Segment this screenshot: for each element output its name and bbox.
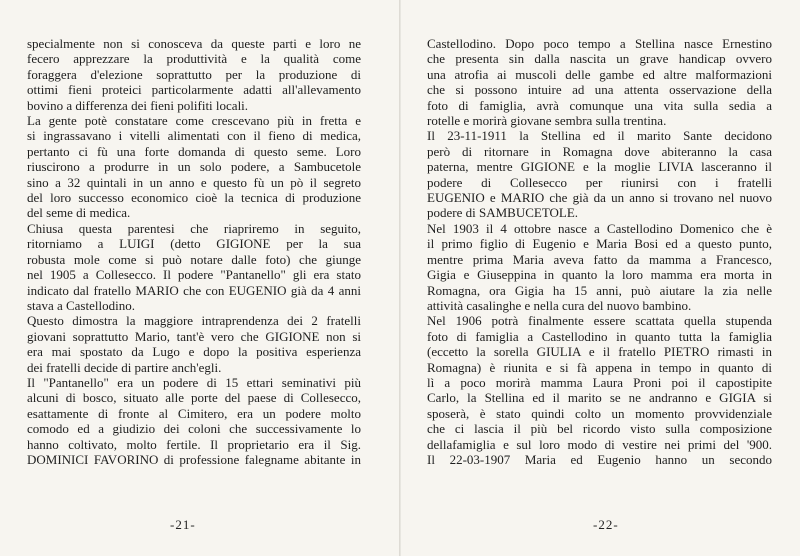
text-line: rotelle e morirà giovane sembra sulla trentina.	[427, 113, 667, 129]
text-line: EUGENIO e MARIO che già da un anno si trovano nel nuovo	[427, 190, 772, 206]
text-line: podere di Collesecco per riunirsi con i fratelli	[427, 174, 772, 190]
text-line: esattamente di fronte al Cimitero, era un podere molto	[27, 405, 361, 421]
text-line: Il 23-11-1911 la Stellina ed il marito Sante decidono	[427, 128, 772, 144]
right-page-number: -22-	[593, 517, 619, 532]
text-line: foto di famiglia, avrà comunque una vita sulla sedia a	[427, 97, 772, 113]
text-line: mentre prima Maria aveva fatto da mamma a Francesco,	[427, 251, 772, 267]
text-line: ottimi fieni proteici particolarmente adatti all'allevamento	[27, 82, 361, 98]
text-line: Gigia e Giuseppina in quanto la loro mamma era morta in	[427, 267, 772, 283]
text-line: ritorniamo a LUIGI (detto GIGIONE per la sua	[27, 236, 361, 252]
text-line: del loro successo economico cioè la tecnica di produzione	[27, 190, 361, 206]
text-line: pertanto ci fù una forte domanda di questo seme. Loro	[27, 143, 361, 159]
text-line: Nel 1903 il 4 ottobre nasce a Castellodino Domenico che è	[427, 220, 772, 236]
text-line: dei fratelli decide di partire anch'egli.	[27, 359, 222, 375]
text-line: lì a poco morirà mamma Laura Proni poi il capostipite	[427, 374, 772, 390]
text-line: comodo ed a giudizio dei coloni che successivamente lo	[27, 421, 361, 437]
text-line: foto di famiglia a Castellodino in quanto tutta la famiglia	[427, 328, 772, 344]
text-line: riuscirono a produrre in un solo podere, a Sambucetole	[27, 159, 361, 175]
text-line: del seme di medica.	[27, 205, 131, 221]
text-line: attività casalinghe e nella cura del nuovo bambino.	[427, 297, 692, 313]
text-line: specialmente non si conosceva da queste parti e loro ne	[27, 36, 361, 51]
text-line: robusta mole come si può notare dalle foto) che giunge	[27, 251, 361, 267]
text-line: Nel 1906 potrà finalmente essere scattata quella stupenda	[427, 313, 772, 329]
text-line: foraggera d'elezione soprattutto per la produzione di	[27, 66, 361, 82]
text-line: paterna, mentre GIGIONE e la moglie LIVIA lasceranno il	[427, 159, 772, 175]
text-line: sino a 32 quintali in un anno e questo fù un pò il segreto	[27, 174, 361, 190]
text-line: bovino a differenza dei fieni polifiti locali.	[27, 97, 249, 113]
right-page	[401, 0, 800, 556]
text-line: si ingrassavano i vitelli alimentati con il fieno di medica,	[27, 128, 361, 144]
text-line: però di ritornare in Romagna dove abiteranno la casa	[427, 143, 772, 159]
text-line: alcuni di bosco, situato alle porte del paese di Collesecco,	[27, 390, 361, 406]
left-page-text	[27, 36, 361, 467]
text-line: hanno coltivato, molto fertile. Il proprietario era il Sig.	[27, 436, 361, 452]
text-line: stava a Castellodino.	[27, 297, 135, 313]
left-page-number: -21-	[170, 517, 196, 532]
text-line: una atrofia ai muscoli delle gambe ed altre malformazioni	[427, 66, 772, 82]
text-line: Il "Pantanello" era un podere di 15 ettari seminativi più	[27, 374, 361, 390]
text-line: DOMINICI FAVORINO di professione falegname abitante in	[27, 451, 361, 467]
text-line: Chiusa questa parentesi che riapriremo in seguito,	[27, 220, 361, 236]
text-line: Carlo, la Stellina ed il marito se ne andranno e GIGIA si	[427, 390, 772, 406]
text-line: Romagna, ora Gigia ha 15 anni, può aiutare la zia nelle	[427, 282, 772, 298]
text-line: che ci lascia il più bel ricordo visto sulla composizione	[427, 421, 772, 437]
text-line: giovani soprattutto Mario, tant'è vero che GIGIONE non si	[27, 328, 361, 344]
text-line: fecero apprezzare la produttività e la qualità come	[27, 51, 361, 67]
text-line: Questo dimostra la maggiore intraprendenza dei 2 fratelli	[27, 313, 361, 329]
text-line: podere di SAMBUCETOLE.	[427, 205, 579, 221]
text-line: indicato dal fratello MARIO che con EUGENIO già da 4 anni	[27, 282, 361, 298]
text-line: Castellodino. Dopo poco tempo a Stellina nasce Ernestino	[427, 36, 772, 51]
text-line: nel 1905 a Collesecco. Il podere "Pantanello" gli era stato	[27, 267, 361, 283]
text-line: era mai spostato da Lugo e dopo la positiva esperienza	[27, 344, 361, 360]
text-line: il primo figlio di Eugenio e Maria Bosi ed a questo punto,	[427, 236, 772, 252]
text-line: dellafamiglia e sul loro modo di vestire nei primi del '900.	[427, 436, 772, 452]
text-line: Il 22-03-1907 Maria ed Eugenio hanno un secondo	[427, 451, 772, 467]
text-line: che si possono intuire ad una attenta osservazione della	[427, 82, 772, 98]
text-line: La gente potè constatare come crescevano più in fretta e	[27, 113, 361, 129]
text-line: (eccetto la sorella GIULIA e il fratello PIETRO rimasti in	[427, 344, 772, 360]
text-line: che presenta sin dalla nascita un grave handicap ovvero	[427, 51, 772, 67]
text-line: sposerà, è stato quindi colto un momento provvidenziale	[427, 405, 772, 421]
right-page-text	[427, 36, 772, 467]
text-line: Romagna) è riunita e si fà appena in tempo in quanto di	[427, 359, 772, 375]
